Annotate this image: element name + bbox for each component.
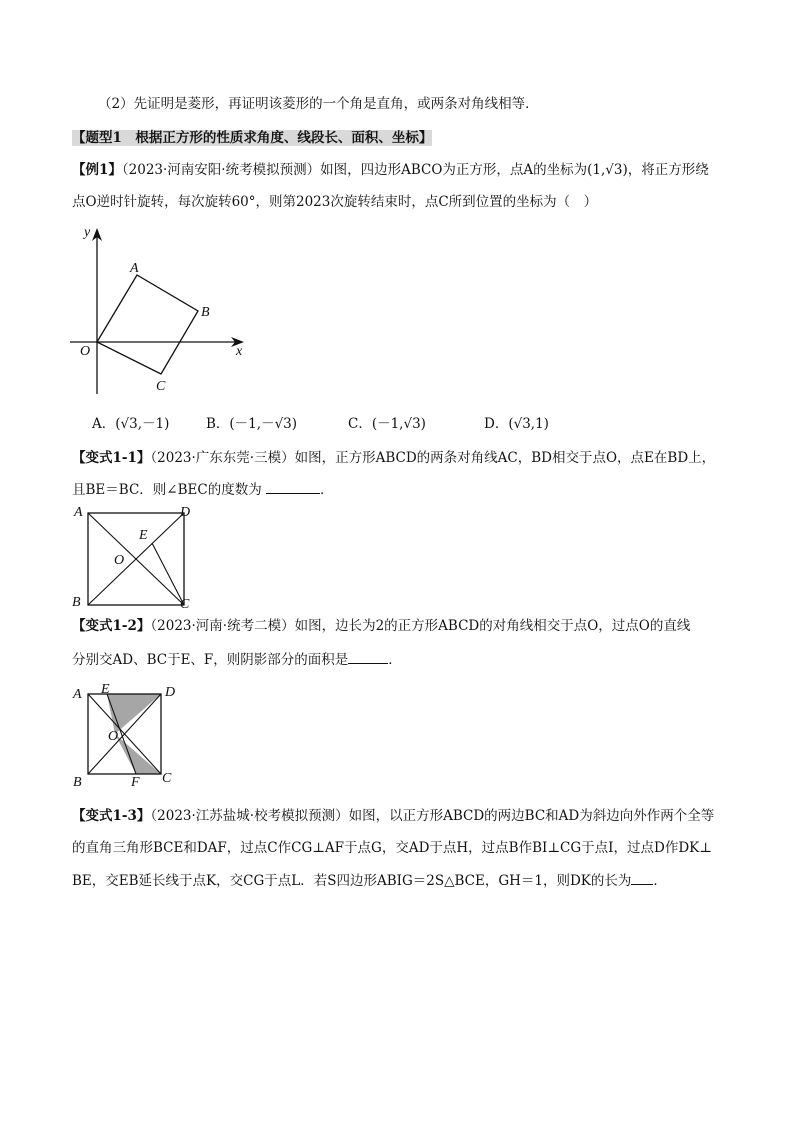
v13-text-4: ． [653,873,667,889]
label-e: E [139,528,148,543]
ex1-options [0,414,794,434]
v13-line3 [72,870,667,891]
label-o: O [80,344,91,359]
v11-line1 [72,448,715,468]
v11-figure [70,502,200,612]
v12-answer-blank[interactable] [348,649,388,664]
v11-text-1: （2023·广东东莞·三模）如图，正方形ABCD的两条对角线AC，BD相交于点O，点E在BD上， [150,450,716,466]
label-x: x [236,344,243,359]
label-b: B [72,595,81,610]
v12-text-1: （2023·河南·统考二模）如图，边长为2的正方形ABCD的对角线相交于点O，过点O的直线 [150,618,691,634]
v12-text-2: 分别交AD、BC于E、F，则阴影部分的面积是 [72,652,349,668]
label-b: B [201,305,210,320]
v13-line2: 的直角三角形BCE和DAF，过点C作CG⊥AF于点G，交AD于点H，过点B作BI⊥CG于点I，过点D作DK⊥ [72,840,712,856]
v12-tag: 【变式1-2】 [72,618,151,634]
v13-answer-blank[interactable] [631,870,653,885]
option-d[interactable]: D．(√3,1) [484,416,549,432]
ex1-line1 [72,160,709,180]
v12-figure [70,682,200,792]
segment-ec [152,543,184,605]
shaded-triangle-bottom [115,734,161,774]
v12-text-3: ． [388,652,402,668]
label-d: D [165,685,176,700]
square-abco [97,275,198,374]
v12-line1 [72,616,690,636]
option-a[interactable]: A．(√3,－1) [92,416,170,432]
label-d: D [180,505,191,520]
label-o: O [114,553,125,568]
v13-line1 [72,806,714,826]
v11-text-2: 且BE＝BC．则∠BEC的度数为 [72,482,262,498]
section-title-text: 【题型1 根据正方形的性质求角度、线段长、面积、坐标】 [72,130,433,146]
label-c: C [162,771,172,786]
label-f: F [131,775,140,790]
ex1-line2: 点O逆时针旋转，每次旋转60°，则第2023次旋转结束时，点C所到位置的坐标为（ ） [72,194,598,210]
ex1-tag: 【例1】 [72,162,122,178]
label-y: y [84,225,91,240]
v13-text-1: （2023·江苏盐城·校考模拟预测）如图，以正方形ABCD的两边BC和AD为斜边向外作两个全等 [150,808,715,824]
ex1-figure [70,222,270,402]
label-c: C [180,597,190,612]
label-o: O [108,729,119,744]
label-e: E [101,682,110,697]
option-b[interactable]: B．(－1,－√3) [206,416,298,432]
v12-line2 [72,649,402,670]
section-title [72,128,432,148]
v11-text-3: ． [320,482,334,498]
label-b: B [73,775,82,790]
label-c: C [156,379,166,394]
v13-text-3: BE，交EB延长线于点K，交CG于点L．若S四边形ABIG＝2S△BCE，GH＝1，则DK的长为 [72,873,632,889]
v13-tag: 【变式1-3】 [72,808,151,824]
note-text: （2）先证明是菱形，再证明该菱形的一个角是直角，或两条对角线相等． [98,96,539,112]
label-a: A [73,687,82,702]
label-a: A [130,261,139,276]
label-a: A [74,505,83,520]
v11-line2 [72,479,334,500]
option-c[interactable]: C．(－1,√3) [348,416,426,432]
v11-answer-blank[interactable] [266,479,320,494]
shaded-triangle-top [107,694,161,734]
ex1-text-1: （2023·河南安阳·统考模拟预测）如图，四边形ABCO为正方形，点A的坐标为(1,√3)，将正方形绕 [121,162,709,178]
v11-tag: 【变式1-1】 [72,450,151,466]
